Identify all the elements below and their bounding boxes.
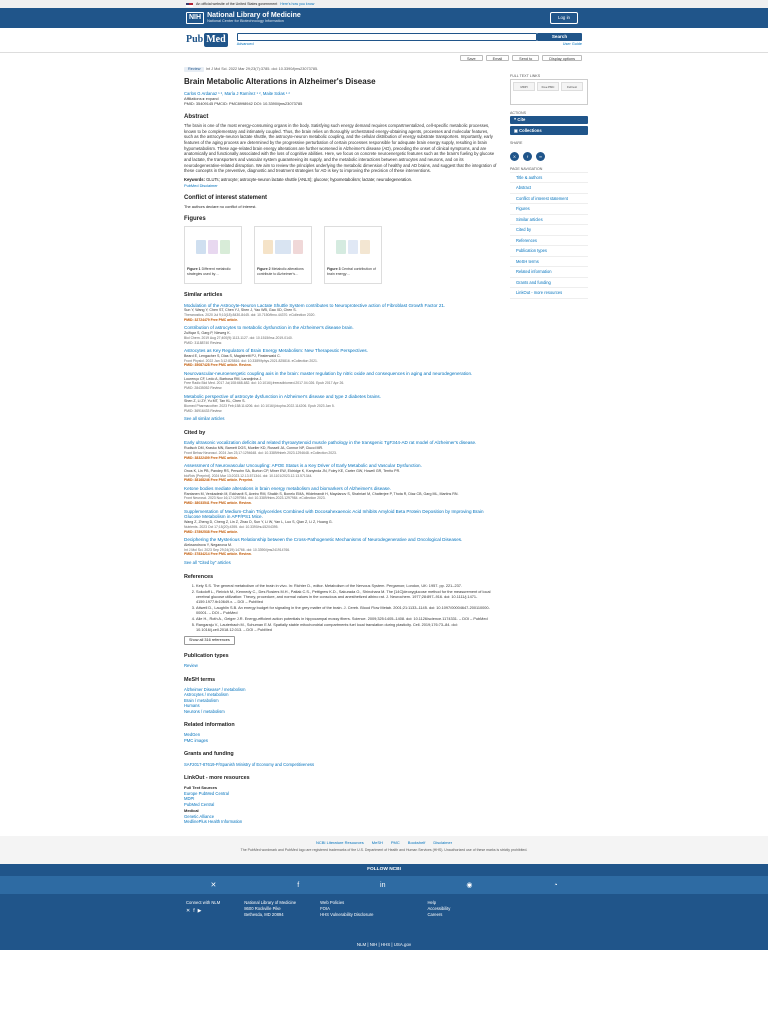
page-nav-item[interactable]: References	[510, 236, 588, 247]
author-list[interactable]: Carlos G Ardanaz ¹ ², María J Ramírez ¹ ², Maite Solas ¹ ²	[184, 90, 290, 96]
nlm-subtitle: National Center for Biotechnology Information	[207, 18, 284, 23]
article-link[interactable]: Metabolic perspective of astrocyte dysfunction in Alzheimer's disease and type 2 diabetes brains.	[184, 393, 381, 399]
article-journal: Nutrients. 2023 Oct 17;15(20):4395. doi: 10.3390/nu15204395.	[184, 524, 279, 529]
list-item	[184, 463, 498, 483]
figure-thumb[interactable]	[184, 226, 242, 284]
footer-help-link[interactable]: Accessibility	[427, 906, 451, 912]
page-nav-item[interactable]: Abstract	[510, 183, 588, 194]
full-text-link[interactable]: Full text	[561, 82, 583, 91]
related-info-link[interactable]: MedGen	[184, 732, 201, 738]
page-nav-item[interactable]: Title & authors	[510, 173, 588, 184]
cited-by-heading: Cited by	[184, 430, 206, 437]
keywords-label: Keywords:	[184, 177, 205, 183]
references-heading: References	[184, 573, 214, 580]
advanced-search-link[interactable]: Advanced	[236, 41, 254, 46]
linkedin-icon[interactable]: in	[380, 881, 386, 889]
reference-item: 2. Sokoloff L., Reivich M., Kennedy C., Des Rosiers M.H., Patlak C.S., Pettigrew K.D., Sakurada O., Shinohara M. The [14C]deoxyglucose method for the measurement of local cerebral glucose utilization: Theory, procedure, and normal values in the conscious and anesthetized albino rat. J. Neurochem. 1977;28:897–916. doi: 10.1111/j.1471-4159.1977.tb10649.x. – DOI – PubMed	[196, 590, 498, 605]
x-icon[interactable]: X	[510, 152, 519, 161]
figure-caption: Different metabolic strategies used by…	[187, 267, 231, 276]
page-navigation	[510, 172, 588, 299]
facebook-icon[interactable]: f	[193, 908, 195, 915]
figure-label: Figure 3	[327, 267, 341, 272]
mesh-term-link[interactable]: Brain / metabolism	[184, 697, 219, 703]
article-journal: Front Neurosci. 2023 Nov 16;17:1297984. doi: 10.3389/fnins.2023.1297984. eCollection 2023.	[184, 496, 326, 501]
user-guide-link[interactable]: User Guide	[562, 41, 582, 46]
collections-button-label: Collections	[519, 127, 542, 133]
gov-links[interactable]: NLM | NIH | HHS | USA.gov	[356, 941, 412, 947]
article-journal: Biol Chem. 2019 Aug 27;400(9):1113-1127. doi: 10.1515/hsz-2019-0140.	[184, 335, 293, 340]
page-nav-item[interactable]: LinkOut - more resources	[510, 288, 588, 299]
list-item	[184, 486, 498, 506]
abstract-heading: Abstract	[184, 113, 209, 120]
linkout-link[interactable]: Europe PubMed Central	[184, 790, 229, 796]
login-button[interactable]: Log in	[550, 12, 578, 24]
send-to-button[interactable]: Send to	[512, 55, 539, 61]
facebook-icon[interactable]: f	[523, 152, 532, 161]
nlm-title: National Library of Medicine	[207, 11, 301, 19]
article-extra: PMID: 36916433 Review.	[184, 408, 223, 413]
list-item	[184, 348, 498, 368]
see-all-similar-link[interactable]: See all similar articles	[184, 416, 225, 422]
linkout-link[interactable]: Genetic Alliance	[184, 813, 215, 819]
mesh-term-link[interactable]: Alzheimer Disease* / metabolism	[184, 686, 246, 692]
figure-image	[327, 229, 379, 265]
related-info-heading: Related information	[184, 722, 235, 729]
link-icon[interactable]: ∞	[536, 152, 545, 161]
pubmed-disclaimer-link[interactable]: PubMed Disclaimer	[184, 182, 218, 188]
mesh-term-link[interactable]: Neurons / metabolism	[184, 708, 225, 714]
search-form	[237, 33, 582, 47]
linkout-link[interactable]: PubMed Central	[184, 801, 215, 807]
reference-item: 5. Rangaraju V., Lauterbach M., Schuman E.M. Spatially stable mitochondrial compartments fuel local translation during plasticity. Cell. 2019;176:73–84. doi: 10.1016/j.cell.2018.12.013. – DOI – PubMed	[196, 623, 498, 633]
figure-image	[187, 229, 239, 265]
x-icon[interactable]: ✕	[186, 908, 191, 915]
article-authors: Sun Y, Wang Y, Chen ST, Chen YJ, Shen J, Yao WB, Gao XD, Chen S.	[184, 308, 297, 313]
article-link[interactable]: Modulation of the Astrocyte-Neuron Lactate Shuttle System contributes to Neuroprotective action of Fibroblast Growth Factor 21.	[184, 302, 446, 308]
full-text-links	[510, 79, 588, 105]
nih-logo: NIH	[186, 12, 204, 23]
article-link[interactable]: Astrocytes as Key Regulators of Brain Energy Metabolism: New Therapeutic Perspectives.	[184, 348, 369, 354]
page-nav-item[interactable]: Figures	[510, 204, 588, 215]
footer-help-link[interactable]: Help	[427, 900, 437, 906]
display-options-button[interactable]: Display options	[542, 55, 582, 61]
share-label: SHARE	[510, 141, 523, 146]
pubmed-logo-pub: Pub	[186, 34, 204, 46]
article-citation[interactable]: Int J Mol Sci. 2022 Mar 29;23(7):3785. doi: 10.3390/ijms23073785.	[205, 67, 319, 71]
gov-banner-text: An official website of the United States government	[196, 2, 278, 7]
article-link[interactable]: Contribution of astrocytes to metabolic dysfunction in the Alzheimer's disease brain.	[184, 325, 354, 331]
us-flag-icon	[186, 3, 193, 7]
cited-by-list	[184, 440, 498, 557]
list-item	[184, 303, 498, 323]
publication-types-heading: Publication types	[184, 652, 229, 659]
list-item	[184, 440, 498, 460]
article-journal: Front Physiol. 2022 Jan 3;12:825816. doi: 10.3389/fphys.2021.825816. eCollection 2021.	[184, 358, 318, 363]
page-nav-item[interactable]: Publication types	[510, 246, 588, 257]
trademark-note: The PubMed wordmark and PubMed logo are registered trademarks of the U.S. Department of Health and Human Services (HHS). Unauthorized use of these marks is strictly prohibited.	[240, 847, 528, 852]
grant-link[interactable]: SAF2017-87619-P/Spanish Ministry of Economy and Competitiveness	[184, 761, 315, 767]
page-nav-item[interactable]: MeSH terms	[510, 257, 588, 268]
search-button[interactable]: Search	[537, 33, 582, 41]
nlm-header	[0, 8, 768, 28]
article-authors: Onos K, Lin PB, Pandey RS, Persohn SA, Burton CP, Miner EW, Eldridge K, Kanyinda JN, Foley KE, Carter GW, Howell GR, Territo PR.	[184, 468, 401, 473]
linkout-link[interactable]: MDPI	[184, 796, 195, 802]
article-extra: PMID: 35087428 Free PMC article. Review.	[184, 363, 252, 368]
article-journal: Biomed Pharmacother. 2023 Feb;158:114206. doi: 10.1016/j.biopha.2022.114206. Epub 2023 Jan 5.	[184, 404, 335, 409]
article-authors: Rudisch DM, Krasko MN, Barnett DGS, Mueller KD, Russell JA, Connor NP, Ciucci MR.	[184, 446, 324, 451]
article-link[interactable]: Supplementation of Medium-Chain Triglycerides Combined with Docosahexaenoic Acid Inhibits Amyloid Beta Protein Deposition by Improving Brain Glucose Metabolism in APP/PS1 Mice.	[184, 508, 484, 520]
full-text-sources-label: Full Text Sources	[184, 785, 218, 791]
figure-label: Figure 1	[187, 267, 201, 272]
abstract-text: The brain is one of the most energy-consuming organs in the body. Satisfying such energy demand requires compartmentalized, cell-specific metabolic processes, known to be complementary and intimately coupled. Thus, the brain relies on thoroughly orchestrated energy-obtaining agents, processes and molecular features, such as the astrocyte-neuron lactate shuttle, the astrocyte-neuron metabolic coupling, and the cellular distribution of energy substrate transporters. Importantly, early features of the aging process are determined by the progressive perturbation of certain processes responsible for adequate brain energy supply, resulting in brain hypometabolism. These age-related brain energy alterations are further worsened in Alzheimer's disease (AD), preceding the onset of clinical symptoms, and are anatomically and functionally associated with the loss of cognitive abilities. Here, we focus on concrete neuroenergetic features such as the brain's fueling by glucose and lactate, the transporters and vascular system guaranteeing its supply, and the metabolic interactions between astrocytes and neurons, and on its neurodegenerative-related disruption. We aim to review the principles underlying the metabolic dimension of healthy and AD brains, and suggest that the integration of these concepts in the preventive, diagnostic and treatment strategies for AD is key to improving the precision of these interventions.	[184, 122, 497, 174]
article-title: Brain Metabolic Alterations in Alzheimer's Disease	[184, 76, 376, 86]
article-authors: Rantanen M, Venkadesh M, Eckhardt S, Aveiro RM, Shaikh S, Bonelo EMA, Hildebrandt H, Maydanov S, Shahriari M, Chatterjee P, Thota R, Diaz CB, Garg ML, Martins RN.	[184, 491, 459, 496]
article-main	[184, 66, 498, 824]
youtube-icon[interactable]: ▶	[197, 908, 202, 915]
similar-articles-heading: Similar articles	[184, 292, 223, 299]
reference-item: 4. Alle H., Roth A., Geiger J.R. Energy-efficient action potentials in hippocampal mossy fibers. Science. 2009;325:1405–1408. doi: 10.1126/science.1174331. – DOI – PubMed	[196, 617, 498, 622]
medical-label: Medical	[184, 808, 199, 814]
article-extra: PMID: 28435052 Review.	[184, 386, 223, 391]
article-sidebar	[510, 66, 588, 824]
page-navigation-label: PAGE NAVIGATION	[510, 166, 543, 171]
search-row	[0, 28, 768, 53]
article-journal: bioRxiv [Preprint]. 2024 Mar 13:2023.12.13.571344. doi: 10.1101/2023.12.13.571344.	[184, 473, 313, 478]
mesh-term-link[interactable]: Astrocytes / metabolism	[184, 692, 229, 698]
keywords-text: GLUTs; astrocyte; astrocyte-neuron lactate shuttle (ANLS); glucose; hypometabolism; lactate; neurodegeneration.	[206, 177, 413, 183]
article-identifiers[interactable]: PMID: 35409145 PMCID: PMC8998942 DOI: 10.3390/ijms23073785	[184, 101, 303, 107]
linkout-link[interactable]: MedlinePlus Health Information	[184, 819, 243, 825]
affiliations-toggle[interactable]: Affiliations ▸ expand	[184, 96, 219, 102]
share-buttons	[510, 152, 588, 161]
nlm-brand[interactable]	[186, 12, 301, 24]
mesh-terms-heading: MeSH terms	[184, 676, 216, 683]
follow-ncbi-label: FOLLOW NCBI	[0, 864, 768, 876]
article-extra: PMID: 38168246 Free PMC article. Preprint.	[184, 478, 253, 483]
social-links	[0, 876, 768, 894]
full-text-links-label: FULL TEXT LINKS	[510, 74, 541, 78]
full-text-link[interactable]: MDPI	[513, 82, 535, 91]
article-authors: Lourenço CF, Ledo A, Barbosa RM, Laranjinha J.	[184, 376, 263, 381]
page-nav-item[interactable]: Conflict of interest statement	[510, 194, 588, 205]
mesh-term-link[interactable]: Humans	[184, 703, 200, 709]
folder-icon: ▣	[514, 127, 520, 133]
list-item	[184, 509, 498, 535]
gov-banner-link[interactable]: Here's how you know	[280, 2, 315, 7]
footer-policy-link[interactable]: FOIA	[320, 906, 330, 912]
rss-icon[interactable]: ◔	[553, 881, 558, 889]
article-journal: Front Behav Neurosci. 2024 Jan 23;17:1294648. doi: 10.3389/fnbeh.2023.1294648. eCollection 2023.	[184, 450, 337, 455]
page-nav-item[interactable]: Similar articles	[510, 215, 588, 226]
reference-item: 1. Kety S.S. The general metabolism of the brain in vivo. In: Richter D., editor. Metabolism of the Nervous System. Pergamon; London, UK: 1957. pp. 221–237.	[196, 584, 498, 589]
footer-address-line: National Library of Medicine	[244, 900, 297, 906]
coi-text: The authors declare no conflict of interest.	[184, 203, 257, 209]
article-type-tag: Review	[184, 67, 204, 72]
article-journal: Free Radic Biol Med. 2017 Jul;108:668-682. doi: 10.1016/j.freeradbiomed.2017.04.026. Epub 2017 Apr 26.	[184, 381, 345, 386]
figure-caption: Metabolic alterations contribute to Alzheimer's…	[257, 267, 304, 276]
facebook-icon[interactable]: f	[297, 881, 300, 889]
article-link[interactable]: Early ultrasonic vocalization deficits and related thyroarytenoid muscle pathology in the transgenic TgF344-AD rat model of Alzheimer's disease.	[184, 440, 477, 446]
footer-link[interactable]: Bookshelf	[407, 840, 426, 846]
cite-button[interactable]	[510, 116, 588, 125]
footer-link[interactable]: PMC	[390, 840, 400, 846]
see-all-cited-by-link[interactable]: See all "Cited by" articles	[184, 559, 231, 565]
article-extra: PMID: 38322409 Free PMC article.	[184, 455, 239, 460]
footer-help-link[interactable]: Careers	[427, 911, 443, 917]
article-extra: PMID: 31188740 Review.	[184, 340, 223, 345]
figure-image	[257, 229, 309, 265]
figure-list	[184, 226, 498, 284]
page-nav-item[interactable]: Cited by	[510, 225, 588, 236]
reference-list	[184, 584, 498, 633]
nlm-footer	[0, 894, 768, 950]
mesh-term-list	[184, 687, 498, 714]
article-extra: PMID: 38033541 Free PMC article. Review.	[184, 501, 252, 506]
article-journal: Theranostics. 2020 Jul 9;10(18):8430-8445. doi: 10.7150/thno.44370. eCollection 2020.	[184, 313, 316, 318]
full-text-link[interactable]: Free PMC	[537, 82, 559, 91]
cite-button-label: Cite	[517, 117, 526, 123]
email-button[interactable]: Email	[486, 55, 510, 61]
article-journal: Int J Mol Sci. 2023 Sep 29;24(19):14766. doi: 10.3390/ijms241914766.	[184, 547, 291, 552]
list-item	[184, 325, 498, 345]
related-info-link[interactable]: PMC images	[184, 737, 208, 743]
figure-thumb[interactable]	[324, 226, 382, 284]
gov-banner	[0, 0, 768, 8]
pubmed-logo-med: Med	[206, 34, 226, 46]
list-item	[184, 394, 498, 414]
figure-label: Figure 2	[257, 267, 271, 272]
footer-policy-link[interactable]: Web Policies	[320, 900, 345, 906]
footer-links	[0, 836, 768, 864]
footer-link[interactable]: MeSH	[371, 840, 383, 846]
connect-nlm-label: Connect with NLM	[186, 900, 221, 906]
footer-link[interactable]: Disclaimer	[433, 840, 453, 846]
page-nav-item[interactable]: Grants and funding	[510, 278, 588, 289]
article-link[interactable]: Assessment of Neurovascular Uncoupling: APOE Status is a Key Driver of Early Metabolic and Vascular Dysfunction.	[184, 463, 422, 469]
article-link[interactable]: Ketone bodies mediate alterations in brain energy metabolism and biomarkers of Alzheimer's disease.	[184, 485, 391, 491]
article-extra: PMID: 32724479 Free PMC article.	[184, 317, 239, 322]
footer-link[interactable]: NCBI Literature Resources	[315, 840, 364, 846]
actions-label: ACTIONS	[510, 110, 526, 115]
show-all-references-button[interactable]: Show all 316 references	[184, 636, 235, 645]
collections-button[interactable]	[510, 126, 588, 135]
article-authors: Aleksandrova Y, Neganova M.	[184, 542, 233, 547]
footer-policy-link[interactable]: HHS Vulnerability Disclosure	[320, 911, 374, 917]
x-icon[interactable]: ✕	[210, 881, 217, 889]
list-item	[184, 537, 498, 557]
figure-caption: Central contribution of brain energy…	[327, 267, 376, 276]
article-link[interactable]: Deciphering the Mysterious Relationship between the Cross-Pathogenetic Mechanisms of Neurodegenerative and Oncological Diseases.	[184, 537, 463, 543]
coi-heading: Conflict of interest statement	[184, 194, 268, 201]
article-link[interactable]: Neurovascular-neuroenergetic coupling axis in the brain: master regulation by nitric oxide and consequences in aging and neurodegeneration.	[184, 370, 473, 376]
page-nav-item[interactable]: Related information	[510, 267, 588, 278]
save-button[interactable]: Save	[460, 55, 483, 61]
github-icon[interactable]: ◉	[466, 881, 473, 889]
article-extra: PMID: 37892538 Free PMC article.	[184, 529, 239, 534]
article-authors: Shen Z, Li ZY, Yu MT, Tan KL, Chen S.	[184, 399, 246, 404]
reference-item: 3. Attwell D., Laughlin S.B. An energy budget for signaling in the grey matter of the brain. J. Cereb. Blood Flow Metab. 2001;21:1133–1145. doi: 10.1097/00004647-200110000-00001. – DOI – PubMed	[196, 606, 498, 616]
similar-articles-list	[184, 303, 498, 414]
article-authors: Beard E, Lengacher S, Dias S, Magistretti PJ, Finsterwald C.	[184, 353, 281, 358]
linkout-heading: LinkOut - more resources	[184, 775, 250, 782]
article-toolbar	[0, 53, 768, 63]
article-authors: Zulfiqar S, Garg P, Nieweg K.	[184, 331, 231, 336]
quote-icon: ❝	[514, 117, 518, 123]
article-extra: PMID: 37834214 Free PMC article. Review.	[184, 552, 252, 557]
search-input[interactable]	[237, 33, 537, 41]
list-item	[184, 371, 498, 391]
figures-heading: Figures	[184, 216, 206, 223]
pubmed-logo[interactable]	[186, 33, 228, 47]
footer-address-line: 8600 Rockville Pike	[244, 906, 281, 912]
figure-thumb[interactable]	[254, 226, 312, 284]
footer-address-line: Bethesda, MD 20894	[244, 911, 284, 917]
grants-heading: Grants and funding	[184, 751, 234, 758]
publication-type-link[interactable]: Review	[184, 663, 198, 669]
article-authors: Wang Z, Zheng D, Cheng Z, Lin Z, Zhao D, Sun Y, Li W, Yan L, Luo S, Qian Z, Li Z, Huang G.	[184, 520, 333, 525]
